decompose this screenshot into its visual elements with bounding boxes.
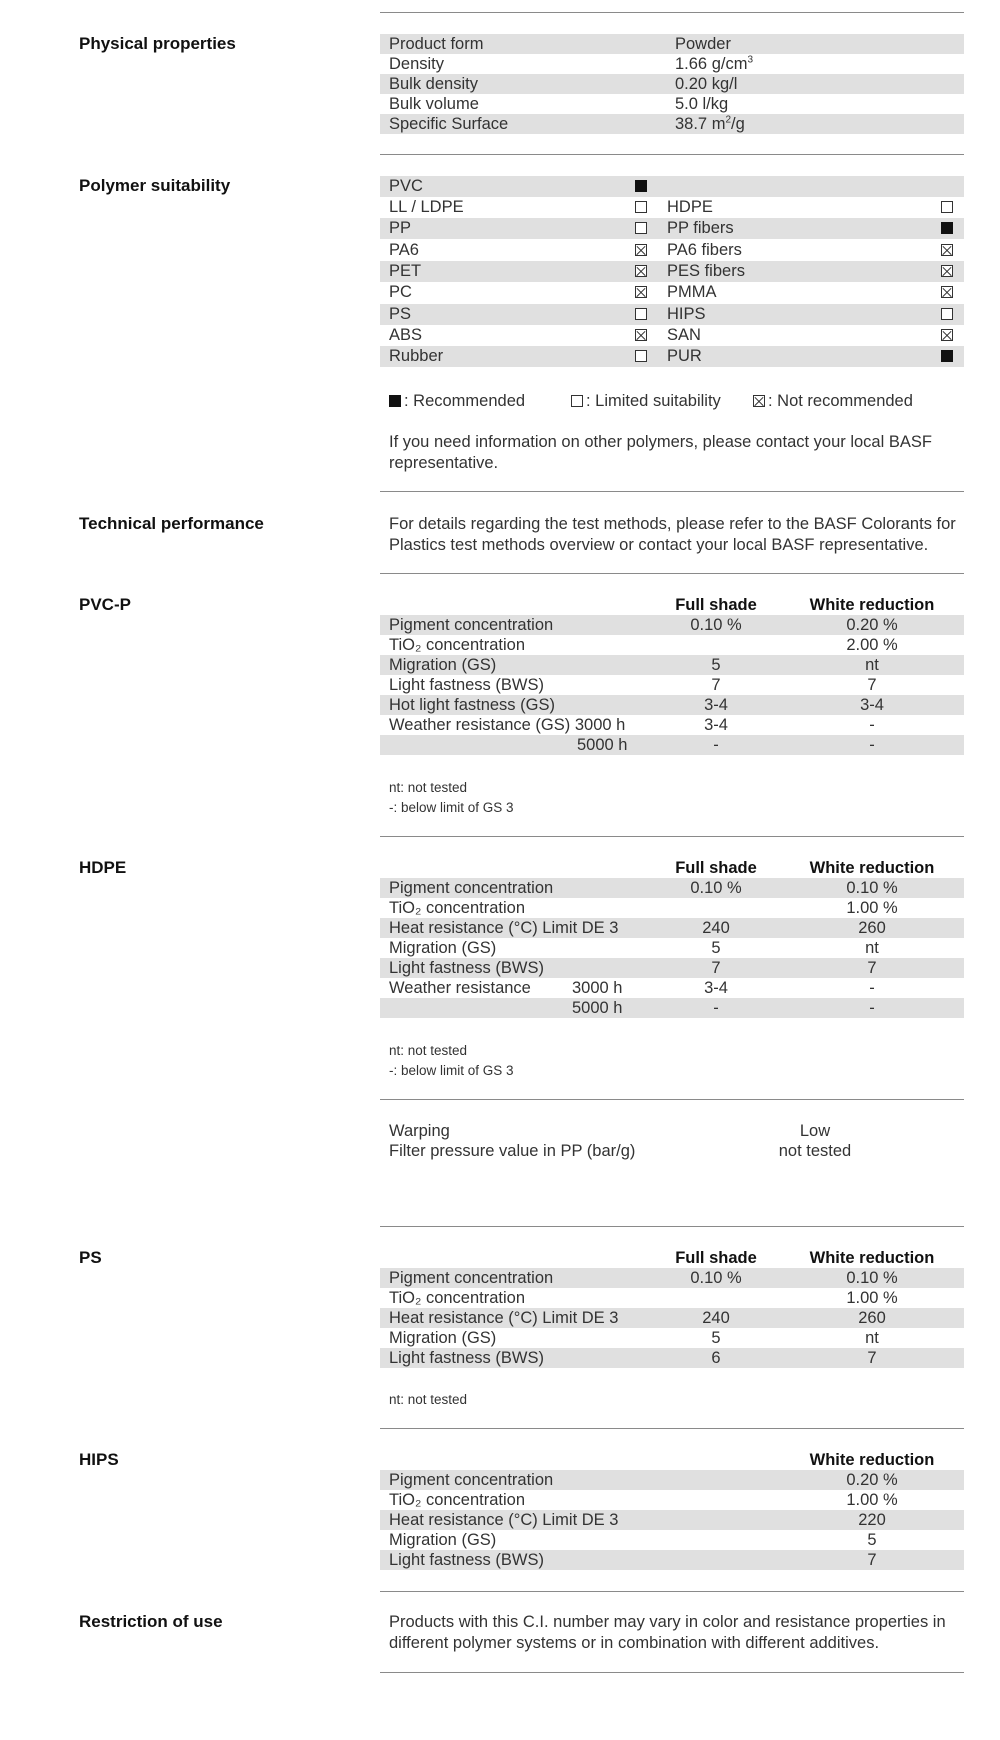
table-row — [380, 34, 964, 54]
table-row — [380, 675, 964, 695]
not-marker-icon — [941, 244, 953, 256]
polymer-name: PMMA — [667, 283, 717, 301]
header-full-shade: Full shade — [675, 1249, 757, 1267]
table-row — [380, 54, 964, 74]
not-marker-icon — [635, 329, 647, 341]
header-white-reduction: White reduction — [809, 859, 935, 877]
table-row — [380, 938, 964, 958]
polymer-name: PA6 fibers — [667, 241, 742, 259]
white-reduction-value: - — [869, 736, 875, 754]
divider — [380, 836, 964, 837]
section-title-pvcp: PVC-P — [79, 595, 131, 614]
white-reduction-value: 0.10 % — [846, 879, 898, 897]
polymer-name: PES fibers — [667, 262, 745, 280]
white-reduction-value: - — [869, 716, 875, 734]
not-marker-icon — [941, 329, 953, 341]
full-shade-value: 0.10 % — [690, 1269, 742, 1287]
row-label: Pigment concentration — [389, 616, 554, 634]
not-marker-icon — [635, 286, 647, 298]
polymer-name: HIPS — [667, 305, 706, 323]
limited-marker-icon — [941, 201, 953, 213]
row-label: TiO₂ concentration — [389, 636, 526, 654]
white-reduction-value: 0.20 % — [846, 1471, 898, 1489]
table-row — [380, 635, 964, 655]
table-row — [380, 325, 964, 346]
table-row — [380, 1348, 964, 1368]
recommended-marker-icon — [941, 350, 953, 362]
divider — [380, 1591, 964, 1592]
note: -: below limit of GS 3 — [389, 1063, 514, 1078]
row-value: Powder — [675, 35, 731, 53]
table-row — [380, 94, 964, 114]
table-row — [380, 1470, 964, 1490]
table-row — [380, 735, 964, 755]
value-sup: 2 — [725, 114, 732, 126]
polymer-name: SAN — [667, 326, 701, 344]
white-reduction-value: nt — [865, 656, 879, 674]
white-reduction-value: 0.10 % — [846, 1269, 898, 1287]
section-title-hdpe: HDPE — [79, 858, 127, 877]
recommended-marker-icon — [635, 180, 647, 192]
row-sublabel: 5000 h — [577, 736, 628, 754]
row-value: 5.0 l/kg — [675, 95, 729, 113]
white-reduction-value: nt — [865, 939, 879, 957]
row-label: Density — [389, 55, 445, 73]
white-reduction-value: - — [869, 999, 875, 1017]
white-reduction-value: 3-4 — [860, 696, 884, 714]
divider — [380, 1428, 964, 1429]
white-reduction-value: 260 — [858, 1309, 886, 1327]
polymer-name: PA6 — [389, 241, 419, 259]
white-reduction-value: 5 — [867, 1531, 877, 1549]
row-label: Migration (GS) — [389, 939, 497, 957]
row-label: Light fastness (BWS) — [389, 1349, 544, 1367]
not-marker-icon — [635, 244, 647, 256]
white-reduction-value: 1.00 % — [846, 899, 898, 917]
full-shade-value: 240 — [702, 1309, 730, 1327]
table-row — [380, 655, 964, 675]
header-white-reduction: White reduction — [809, 596, 935, 614]
row-value — [675, 54, 753, 74]
table-row — [380, 918, 964, 938]
row-label: Light fastness (BWS) — [389, 959, 544, 977]
polymer-name: ABS — [389, 326, 423, 344]
divider — [380, 573, 964, 574]
value-unit: /g — [731, 115, 745, 133]
table-row — [380, 240, 964, 261]
polymer-name: Rubber — [389, 347, 444, 365]
legend-not-recommended — [753, 391, 913, 411]
header-white-reduction: White reduction — [809, 1249, 935, 1267]
row-label: TiO₂ concentration — [389, 1491, 526, 1509]
polymer-name: PC — [389, 283, 412, 301]
table-row — [380, 282, 964, 303]
row-label: Pigment concentration — [389, 1471, 554, 1489]
section-title-hips: HIPS — [79, 1450, 119, 1469]
row-label: Light fastness (BWS) — [389, 676, 544, 694]
row-label: Light fastness (BWS) — [389, 1551, 544, 1569]
row-label: Migration (GS) — [389, 1329, 497, 1347]
polymer-name: PP fibers — [667, 219, 734, 237]
full-shade-value: 6 — [711, 1349, 721, 1367]
section-title-ps: PS — [79, 1248, 102, 1267]
row-sublabel: 3000 h — [572, 979, 623, 997]
table-row — [380, 695, 964, 715]
table-row — [380, 114, 964, 134]
full-shade-value: - — [713, 736, 719, 754]
white-reduction-value: 7 — [867, 676, 877, 694]
section-title-physical: Physical properties — [79, 34, 236, 53]
value-sup: 3 — [747, 54, 754, 66]
header-white-reduction: White reduction — [809, 1451, 935, 1469]
row-value — [675, 114, 745, 134]
row-label: Hot light fastness (GS) — [389, 696, 555, 714]
row-label: Heat resistance (°C) Limit DE 3 — [389, 1511, 619, 1529]
white-reduction-value: 2.00 % — [846, 636, 898, 654]
table-row — [380, 176, 964, 197]
restriction-text: Products with this C.I. number may vary in color and resistance properties in different polymer systems or in combination with different additives. — [389, 1613, 946, 1652]
row-label: Migration (GS) — [389, 656, 497, 674]
limited-marker-icon — [635, 308, 647, 320]
table-row — [380, 958, 964, 978]
not-marker-icon — [941, 286, 953, 298]
limited-marker-icon — [635, 350, 647, 362]
table-row — [380, 304, 964, 325]
table-row — [380, 1308, 964, 1328]
table-row — [380, 261, 964, 282]
header-full-shade: Full shade — [675, 596, 757, 614]
recommended-marker-icon — [389, 395, 401, 407]
value-text: 1.66 g/cm — [675, 55, 748, 73]
polymer-name: PUR — [667, 347, 702, 365]
row-label: TiO₂ concentration — [389, 899, 526, 917]
note: nt: not tested — [389, 1043, 468, 1058]
white-reduction-value: 7 — [867, 959, 877, 977]
white-reduction-value: 7 — [867, 1551, 877, 1569]
filter-pressure-value: not tested — [778, 1142, 852, 1160]
row-label: Migration (GS) — [389, 1531, 497, 1549]
row-label: Weather resistance (GS) 3000 h — [389, 716, 626, 734]
table-row — [380, 1288, 964, 1308]
table-row — [380, 898, 964, 918]
row-label: Pigment concentration — [389, 879, 554, 897]
legend-recommended — [389, 391, 525, 411]
legend-label: : Recommended — [404, 392, 526, 410]
polymer-name: PP — [389, 219, 412, 237]
full-shade-value: 3-4 — [704, 716, 728, 734]
white-reduction-value: - — [869, 979, 875, 997]
header-full-shade: Full shade — [675, 859, 757, 877]
row-label: Bulk density — [389, 75, 478, 93]
table-row — [380, 1530, 964, 1550]
divider — [380, 1672, 964, 1673]
limited-marker-icon — [941, 308, 953, 320]
recommended-marker-icon — [941, 222, 953, 234]
section-title-restriction: Restriction of use — [79, 1612, 223, 1631]
full-shade-value: 0.10 % — [690, 616, 742, 634]
row-label: Pigment concentration — [389, 1269, 554, 1287]
table-row — [380, 878, 964, 898]
row-label: Bulk volume — [389, 95, 479, 113]
row-label: Weather resistance — [389, 979, 531, 997]
table-row — [380, 218, 964, 239]
full-shade-value: 240 — [702, 919, 730, 937]
white-reduction-value: nt — [865, 1329, 879, 1347]
polymer-name: PET — [389, 262, 422, 280]
note: nt: not tested — [389, 780, 468, 795]
divider — [380, 12, 964, 13]
table-row — [380, 346, 964, 367]
filter-pressure-label: Filter pressure value in PP (bar/g) — [389, 1142, 636, 1160]
legend-label: : Not recommended — [768, 392, 913, 410]
legend-limited — [571, 391, 721, 411]
white-reduction-value: 7 — [867, 1349, 877, 1367]
white-reduction-value: 1.00 % — [846, 1289, 898, 1307]
polymer-name: PVC — [389, 177, 423, 195]
row-sublabel: 5000 h — [572, 999, 623, 1017]
warping-label: Warping — [389, 1122, 450, 1140]
limited-marker-icon — [635, 222, 647, 234]
row-value: 0.20 kg/l — [675, 75, 738, 93]
table-row — [380, 1268, 964, 1288]
limited-marker-icon — [635, 201, 647, 213]
white-reduction-value: 220 — [858, 1511, 886, 1529]
polymer-name: PS — [389, 305, 412, 323]
white-reduction-value: 260 — [858, 919, 886, 937]
table-row — [380, 197, 964, 218]
table-row — [380, 615, 964, 635]
full-shade-value: 0.10 % — [690, 879, 742, 897]
white-reduction-value: 1.00 % — [846, 1491, 898, 1509]
full-shade-value: 5 — [711, 656, 721, 674]
table-row — [380, 74, 964, 94]
full-shade-value: 5 — [711, 1329, 721, 1347]
row-label: Specific Surface — [389, 115, 509, 133]
full-shade-value: 7 — [711, 959, 721, 977]
not-recommended-marker-icon — [753, 395, 765, 407]
full-shade-value: 5 — [711, 939, 721, 957]
warping-value: Low — [799, 1122, 831, 1140]
white-reduction-value: 0.20 % — [846, 616, 898, 634]
divider — [380, 1099, 964, 1100]
section-title-polymer: Polymer suitability — [79, 176, 231, 195]
divider — [380, 1226, 964, 1227]
limited-marker-icon — [571, 395, 583, 407]
divider — [380, 154, 964, 155]
table-row — [380, 998, 964, 1018]
row-label: Heat resistance (°C) Limit DE 3 — [389, 1309, 619, 1327]
table-row — [380, 1510, 964, 1530]
table-row — [380, 715, 964, 735]
value-text: 38.7 m — [675, 115, 726, 133]
table-row — [380, 978, 964, 998]
polymer-name: LL / LDPE — [389, 198, 464, 216]
not-marker-icon — [635, 265, 647, 277]
table-row — [380, 1490, 964, 1510]
full-shade-value: 7 — [711, 676, 721, 694]
polymer-info-text: If you need information on other polymers, please contact your local BASF representative. — [389, 433, 932, 472]
row-label: TiO₂ concentration — [389, 1289, 526, 1307]
row-label: Heat resistance (°C) Limit DE 3 — [389, 919, 619, 937]
divider — [380, 491, 964, 492]
table-row — [380, 1550, 964, 1570]
row-label: Product form — [389, 35, 484, 53]
full-shade-value: - — [713, 999, 719, 1017]
legend-label: : Limited suitability — [586, 392, 721, 410]
polymer-name: HDPE — [667, 198, 713, 216]
note: -: below limit of GS 3 — [389, 800, 514, 815]
note: nt: not tested — [389, 1392, 468, 1407]
full-shade-value: 3-4 — [704, 696, 728, 714]
full-shade-value: 3-4 — [704, 979, 728, 997]
table-row — [380, 1328, 964, 1348]
not-marker-icon — [941, 265, 953, 277]
technical-text: For details regarding the test methods, please refer to the BASF Colorants for Plastics test methods overview or contact your local BASF representative. — [389, 515, 956, 554]
section-title-technical: Technical performance — [79, 514, 264, 533]
